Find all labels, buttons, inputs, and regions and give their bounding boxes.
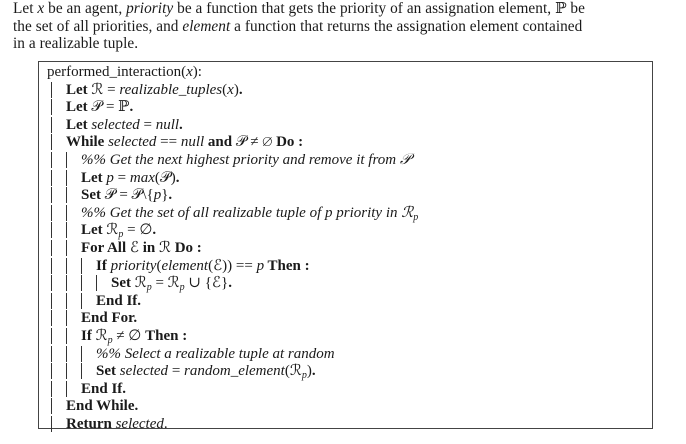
text-fragment: = <box>168 363 185 380</box>
algorithm-line <box>39 415 652 433</box>
line-content <box>81 309 137 327</box>
algorithm-line <box>39 345 652 363</box>
text-fragment: ≠ ∅ <box>112 328 146 344</box>
keyword: Let <box>81 169 107 186</box>
subscript: p <box>118 229 124 241</box>
keyword: . <box>152 222 157 239</box>
algorithm-line <box>39 221 652 239</box>
indent-bar <box>81 346 82 362</box>
text-fragment: ℛ <box>95 328 108 344</box>
indent-bar <box>66 328 67 344</box>
keyword: End If. <box>96 292 142 309</box>
keyword: Then : <box>145 328 188 344</box>
text-fragment: = <box>139 116 156 133</box>
line-content <box>81 327 187 345</box>
intro-line <box>13 0 685 18</box>
algorithm-signature <box>39 63 652 81</box>
keyword: Set <box>81 187 105 204</box>
indent-bar <box>51 398 52 414</box>
subscript: p <box>179 282 185 294</box>
indent-bar <box>81 258 82 274</box>
algorithm-line <box>39 380 652 398</box>
algorithm-line <box>39 81 652 99</box>
keyword: Do : <box>276 134 304 151</box>
indent-bar <box>66 152 67 168</box>
text-fragment: (ℛ <box>284 363 302 380</box>
text-fragment: a function that returns the assignation element contained <box>230 17 583 35</box>
algorithm-line <box>39 169 652 187</box>
italic-term: element <box>161 257 209 274</box>
text-fragment: ( <box>222 81 228 98</box>
line-content <box>66 415 168 433</box>
italic-term: p <box>153 187 162 204</box>
text-fragment: = ℛ <box>151 275 180 292</box>
line-content <box>96 362 316 380</box>
indent-bar <box>81 275 82 291</box>
indent-bar <box>51 310 52 326</box>
text-fragment: ℛ <box>134 275 147 292</box>
algorithm-line <box>39 274 652 292</box>
keyword: If <box>81 328 96 344</box>
line-content <box>66 81 243 99</box>
keyword: Return <box>66 416 116 432</box>
text-fragment: ) <box>306 363 312 380</box>
intro-paragraph <box>13 0 685 53</box>
italic-term: %% Select a realizable tuple at random <box>96 345 335 362</box>
keyword: and <box>204 134 236 151</box>
indent-bar <box>51 293 52 309</box>
text-fragment: ℛ <box>159 240 175 256</box>
keyword: Set <box>96 363 120 380</box>
italic-term: priority <box>110 257 157 274</box>
algorithm-line <box>39 397 652 415</box>
line-content <box>81 380 126 398</box>
keyword: . <box>129 99 134 116</box>
text-fragment: 𝒫 ≠ ∅ <box>235 134 277 151</box>
indent-bar <box>66 222 67 238</box>
italic-term: null <box>155 116 180 133</box>
algorithm-line <box>39 327 652 345</box>
keyword: Let <box>81 222 107 239</box>
keyword: End For. <box>81 310 138 327</box>
indent-bar <box>66 381 67 397</box>
keyword: . <box>175 169 180 186</box>
algorithm-line <box>39 151 652 169</box>
text-fragment: ): <box>192 64 202 80</box>
italic-term: selected <box>108 134 157 151</box>
italic-term: x <box>227 81 234 98</box>
indent-bar <box>81 363 82 379</box>
italic-term: %% Get the set of all realizable tuple of p priority in ℛ <box>81 204 414 221</box>
line-content <box>81 204 418 222</box>
keyword: End While. <box>66 398 139 415</box>
text-fragment: the set of all priorities, and <box>13 17 183 35</box>
text-fragment: be a function that gets the priority of an assignation element, ℙ be <box>173 0 585 17</box>
italic-term: p <box>256 257 265 274</box>
keyword: . <box>168 187 173 204</box>
text-fragment: 𝒫 = 𝒫\{ <box>104 187 154 204</box>
line-content <box>81 221 156 239</box>
keyword: Do : <box>174 240 202 256</box>
text-fragment: ℛ <box>106 222 119 239</box>
keyword: If <box>96 257 111 274</box>
line-content <box>96 345 335 363</box>
keyword: in <box>138 240 159 256</box>
keyword: . <box>238 81 243 98</box>
indent-bar <box>66 187 67 203</box>
indent-bar <box>51 187 52 203</box>
line-content <box>66 133 303 151</box>
keyword: . <box>179 116 183 133</box>
text-fragment: performed_interaction( <box>47 64 187 80</box>
italic-term: p <box>106 169 114 186</box>
indent-bar <box>51 328 52 344</box>
subscript: p <box>146 282 152 294</box>
italic-term: random_element <box>184 363 285 380</box>
text-fragment: in a realizable tuple. <box>13 35 139 52</box>
algorithm-line <box>39 362 652 380</box>
line-content <box>81 169 179 187</box>
text-fragment: ℰ <box>129 240 139 256</box>
indent-bar <box>51 134 52 150</box>
algorithm-line <box>39 98 652 116</box>
line-content <box>66 116 183 134</box>
algorithm-line <box>39 133 652 151</box>
italic-term: x <box>186 64 193 80</box>
algorithm-box <box>38 61 653 432</box>
indent-bar <box>51 205 52 221</box>
indent-bar <box>51 152 52 168</box>
italic-term: priority <box>126 0 174 17</box>
indent-bar <box>66 205 67 221</box>
indent-bar <box>51 275 52 291</box>
line-content <box>47 63 202 81</box>
keyword: . <box>228 275 232 292</box>
keyword: Let <box>66 81 92 98</box>
text-fragment: 𝒫 = ℙ <box>91 99 130 116</box>
keyword: Let <box>66 99 92 116</box>
indent-bar <box>51 258 52 274</box>
text-fragment: . <box>163 416 168 432</box>
indent-bar <box>51 240 52 256</box>
indent-bar <box>51 363 52 379</box>
algorithm-line <box>39 116 652 134</box>
text-fragment: (ℰ)) == <box>208 257 257 274</box>
algorithm-line <box>39 257 652 275</box>
text-fragment: be an agent, <box>44 0 127 17</box>
indent-bar <box>81 293 82 309</box>
subscript: p <box>413 211 419 223</box>
indent-bar <box>96 275 97 291</box>
italic-term: selected <box>91 116 140 133</box>
italic-term: x <box>37 0 45 17</box>
keyword: While <box>66 134 109 151</box>
algorithm-line <box>39 204 652 222</box>
text-fragment: ( <box>156 257 162 274</box>
subscript: p <box>301 370 307 382</box>
indent-bar <box>66 258 67 274</box>
italic-term: selected <box>115 416 164 432</box>
text-fragment: = ∅ <box>123 222 153 239</box>
indent-bar <box>66 346 67 362</box>
intro-line <box>13 18 685 36</box>
italic-term: realizable_tuples <box>119 81 223 98</box>
indent-bar <box>51 99 52 115</box>
line-content <box>96 292 141 310</box>
text-fragment: Let <box>13 0 38 17</box>
italic-term: %% Get the next highest priority and remove it from 𝒫 <box>81 152 411 168</box>
keyword: Then : <box>264 257 310 274</box>
algorithm-line <box>39 292 652 310</box>
line-content <box>81 151 411 169</box>
italic-term: max <box>129 169 155 186</box>
indent-bar <box>51 117 52 133</box>
keyword: . <box>311 363 316 380</box>
text-fragment: (𝒫) <box>154 169 176 186</box>
text-fragment: = <box>113 169 130 186</box>
italic-term: element <box>182 17 231 35</box>
line-content <box>81 239 202 257</box>
text-fragment: ) <box>233 81 239 98</box>
indent-bar <box>51 381 52 397</box>
text-fragment: } <box>161 187 169 204</box>
line-content <box>96 257 310 275</box>
subscript: p <box>107 335 113 346</box>
keyword: For All <box>81 240 130 256</box>
indent-bar <box>66 363 67 379</box>
keyword: Let <box>66 116 92 133</box>
indent-bar <box>66 170 67 186</box>
italic-term: selected <box>119 363 169 380</box>
line-content <box>81 186 172 204</box>
indent-bar <box>66 240 67 256</box>
indent-bar <box>51 222 52 238</box>
text-fragment: ∪ {ℰ} <box>184 275 229 292</box>
italic-term: null <box>180 134 205 151</box>
indent-bar <box>51 170 52 186</box>
indent-bar <box>66 293 67 309</box>
indent-bar <box>66 310 67 326</box>
indent-bar <box>51 416 52 432</box>
keyword: End If. <box>81 380 127 397</box>
text-fragment: == <box>156 134 181 151</box>
line-content <box>66 397 138 415</box>
algorithm-line <box>39 186 652 204</box>
intro-line <box>13 35 685 53</box>
line-content <box>66 98 133 116</box>
algorithm-line <box>39 239 652 257</box>
keyword: Set <box>111 275 135 292</box>
algorithm-line <box>39 309 652 327</box>
indent-bar <box>51 82 52 98</box>
indent-bar <box>51 346 52 362</box>
text-fragment: ℛ = <box>91 81 120 98</box>
indent-bar <box>66 275 67 291</box>
line-content <box>111 274 232 292</box>
